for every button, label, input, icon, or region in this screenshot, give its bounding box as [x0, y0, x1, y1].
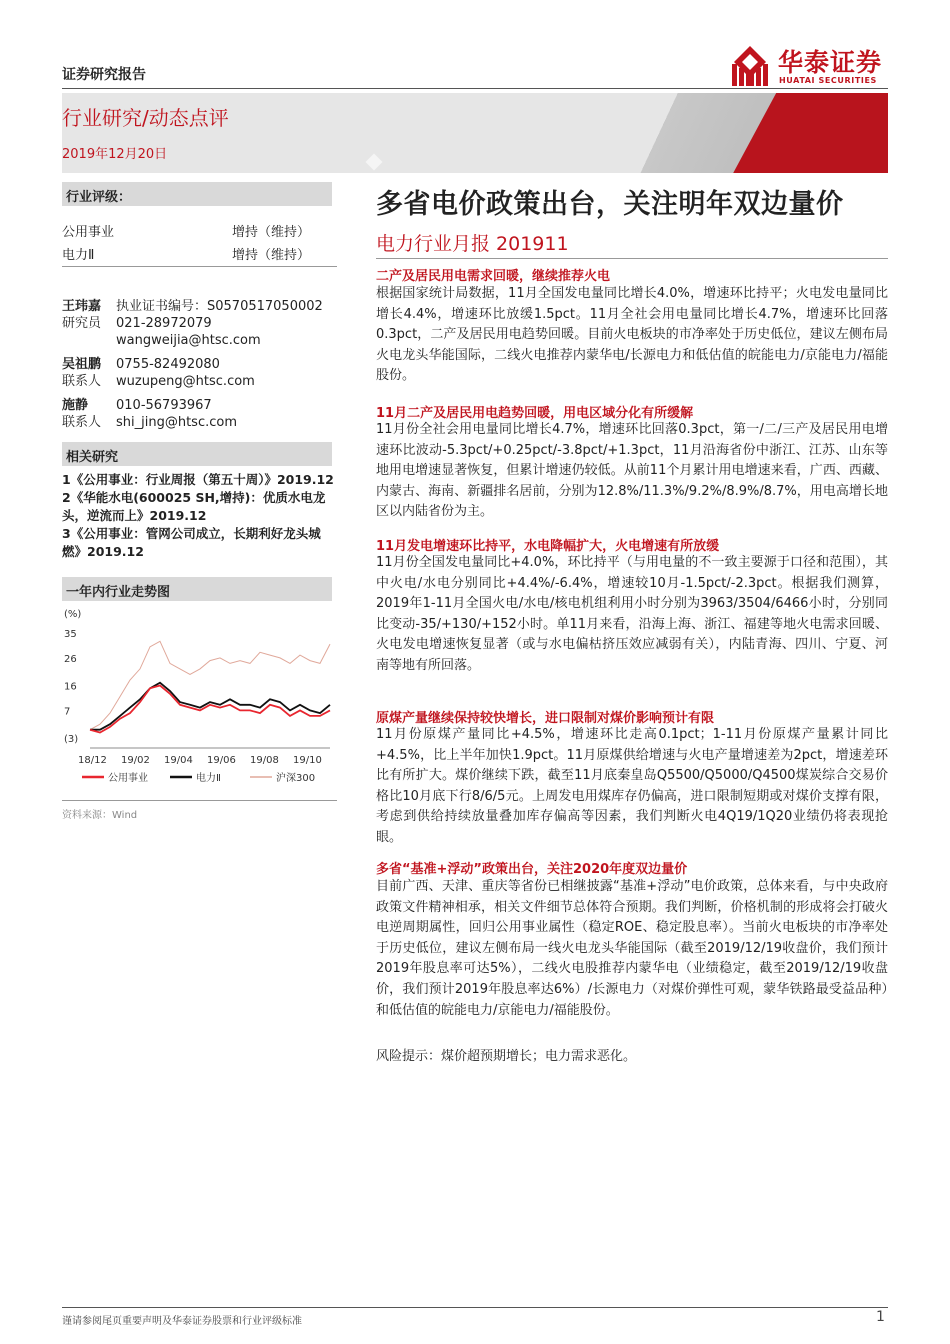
y-axis-label: (%) — [64, 609, 82, 620]
analyst-block — [62, 356, 342, 390]
section-heading: 二产及居民用电需求回暖，继续推荐火电 — [376, 269, 611, 284]
related-list — [62, 471, 337, 561]
analyst-phone: 0755-82492080 — [116, 357, 220, 372]
x-tick-label: 19/04 — [164, 755, 193, 766]
footer-disclaimer[interactable]: 谨请参阅尾页重要声明及华泰证券股票和行业评级标准 — [62, 1316, 302, 1327]
legend-label: 公用事业 — [108, 773, 148, 784]
analyst-cert: 执业证书编号：S0570517050002 — [116, 299, 323, 314]
banner-diamond — [366, 154, 383, 171]
sector-label: 行业研究/动态点评 — [62, 106, 229, 130]
rating-title-box — [62, 182, 332, 206]
related-item[interactable]: 3《公用事业：管网公司成立，长期利好龙头城燃》2019.12 — [62, 526, 321, 559]
analyst-phone: 021-28972079 — [116, 316, 212, 331]
related-title: 相关研究 — [66, 450, 119, 465]
legend-label: 沪深300 — [276, 773, 316, 784]
y-tick-label: 16 — [64, 681, 77, 693]
company-logo — [728, 44, 890, 92]
section-body: 11月份原煤产量同比+4.5%，增速环比走高0.1pct；1-11月份原煤产量累计同比+4.5%，比上半年加快1.9pct。11月原煤供给增速与火电产量增速差为2pct，增速差环比有所扩大。煤价继续下跌，截至11月底秦皇岛Q5500/Q5000/Q4500煤炭综合交易价格比10月底下行8/6/5元。上周发电用煤库存仍偏高，进口限制短期或对煤价支撑有限，考虑到供给持续放量叠加库存偏高等因素，我们判断火电4Q19/1Q20业绩仍将表现抢眼。 — [376, 727, 888, 845]
analyst-block — [62, 397, 342, 431]
series-line — [90, 641, 330, 729]
risk-warning: 风险提示：煤价超预期增长；电力需求恶化。 — [376, 1049, 637, 1064]
analyst-email[interactable]: wangweijia@htsc.com — [116, 333, 261, 348]
title-divider — [376, 258, 888, 259]
rating-row — [62, 244, 332, 263]
related-title-box — [62, 442, 332, 466]
analyst-role: 联系人 — [62, 374, 102, 389]
x-tick-label: 19/10 — [293, 755, 322, 766]
page-number: 1 — [876, 1309, 885, 1325]
huatai-logo-icon — [728, 44, 772, 88]
related-item[interactable]: 2《华能水电(600025 SH,增持)：优质水电龙头，逆流而上》2019.12 — [62, 490, 326, 523]
analyst-role: 联系人 — [62, 415, 102, 430]
section-body: 根据国家统计局数据，11月全国发电量同比增长4.0%，增速环比持平；火电发电量同比增长4.4%，增速环比放缓1.5pct。11月全社会用电量同比增长4.7%，增速环比回落0.3pct，二产及居民用电趋势回暖。目前火电板块的市净率处于历史低位，建议左侧布局火电龙头华能国际，二线火电推荐内蒙华电/长源电力和低估值的皖能电力/京能电力/福能股份。 — [376, 286, 888, 384]
report-type: 证券研究报告 — [62, 67, 146, 83]
x-tick-label: 19/02 — [121, 755, 150, 766]
legend-label: 电力Ⅱ — [196, 773, 221, 784]
analyst-email[interactable]: wuzupeng@htsc.com — [116, 374, 255, 389]
rating-sector: 电力Ⅱ — [62, 248, 95, 263]
section-heading: 多省“基准+浮动”政策出台，关注2020年度双边量价 — [376, 862, 688, 877]
rating-row — [62, 221, 332, 240]
chart-title: 一年内行业走势图 — [66, 585, 171, 600]
sidebar-divider — [62, 266, 337, 267]
y-tick-label: 26 — [64, 653, 77, 665]
y-tick-label: 35 — [64, 629, 77, 640]
section-body: 目前广西、天津、重庆等省份已相继披露“基准+浮动”电价政策，总体来看，与中央政府政策文件精神相承，相关文件细节总体符合预期。我们判断，价格机制的形成将会打破火电逆周期属性，回归公用事业属性（稳定ROE、稳定股息率）。当前火电板块的市净率处于历史低位，建议左侧布局一线火电龙头华能国际（截至2019/12/19收盘价，我们预计2019年股息率可达5%），二线火电股推荐内蒙华电（业绩稳定，截至2019/12/19收盘价，我们预计2019年股息率达6%）/长源电力（对煤价弹性可观，蒙华铁路最受益品种）和低估值的皖能电力/京能电力/福能股份。 — [376, 879, 888, 1018]
section-body: 11月份全国发电量同比+4.0%，环比持平（与用电量的不一致主要源于口径和范围），其中火电/水电分别同比+4.4%/-6.4%，增速较10月-1.5pct/-2.3pct。根据我们测算，2019年1-11月全国火电/水电/核电机组利用小时分别为3963/3504/6466小时，分别同比变动-35/+130/+152小时。单11月来看，沿海上海、浙江、福建等地火电需求回暖、火电发电增速恢复显著（或与水电偏枯挤压效应减弱有关），内陆青海、四川、宁夏、河南等地有所回落。 — [376, 555, 888, 673]
logo-english-text: HUATAI SECURITIES — [779, 76, 877, 85]
logo-chinese-text: 华泰证券 — [778, 48, 883, 77]
analyst-name: 王玮嘉 — [62, 299, 102, 314]
section-heading: 原煤产量继续保持较快增长，进口限制对煤价影响预计有限 — [376, 711, 715, 726]
section-heading: 11月二产及居民用电趋势回暖，用电区域分化有所缓解 — [376, 406, 694, 421]
analyst-role: 研究员 — [62, 316, 102, 331]
y-tick-label: 7 — [64, 706, 71, 718]
analyst-name: 吴祖鹏 — [62, 357, 102, 372]
analyst-block — [62, 298, 342, 349]
analyst-email[interactable]: shi_jing@htsc.com — [116, 415, 237, 430]
rating-value: 增持（维持） — [232, 225, 311, 240]
series-line — [90, 683, 330, 730]
section-body: 11月份全社会用电量同比增长4.7%，增速环比回落0.3pct，第一/二/三产及居民用电增速环比波动-5.3pct/+0.25pct/-3.8pct/+1.3pct，11月沿海省份中浙江、江苏、山东等地用电增速显著恢复，但累计增速仍较低。从前11个月累计用电增速来看，广西、西藏、内蒙古、海南、新疆排名居前，分别为12.8%/11.3%/9.2%/8.9%/8.7%，用电高增长地区以内陆省份为主。 — [376, 422, 888, 520]
report-date: 2019年12月20日 — [62, 147, 168, 162]
chart-bottom-divider — [62, 800, 337, 801]
rating-title: 行业评级： — [66, 190, 132, 205]
related-item[interactable]: 1《公用事业：行业周报（第五十周）》2019.12 — [62, 472, 334, 487]
report-subtitle: 电力行业月报 201911 — [376, 233, 569, 255]
x-tick-label: 19/08 — [250, 755, 279, 766]
analyst-phone: 010-56793967 — [116, 398, 212, 413]
section-heading: 11月发电增速环比持平，水电降幅扩大，火电增速有所放缓 — [376, 539, 720, 554]
chart-source: 资料来源：Wind — [62, 810, 138, 821]
report-title: 多省电价政策出台，关注明年双边量价 — [376, 189, 844, 220]
trend-chart-svg — [62, 603, 338, 798]
rating-sector: 公用事业 — [62, 225, 115, 240]
rating-value: 增持（维持） — [232, 248, 311, 263]
footer-divider — [62, 1307, 888, 1308]
industry-trend-chart — [62, 603, 338, 798]
chart-title-box — [62, 577, 332, 601]
y-tick-label: (3) — [64, 734, 79, 745]
x-tick-label: 19/06 — [207, 755, 236, 766]
analyst-name: 施静 — [62, 398, 89, 413]
x-tick-label: 18/12 — [78, 755, 107, 766]
